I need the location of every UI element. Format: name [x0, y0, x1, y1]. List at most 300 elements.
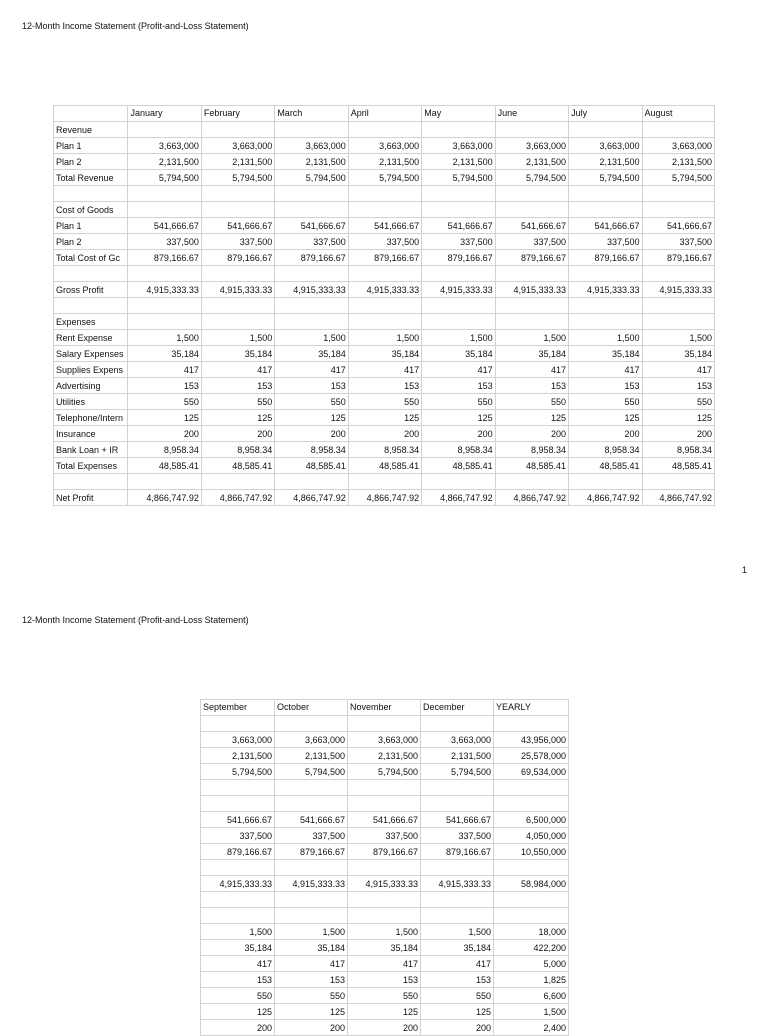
value-cell	[348, 298, 421, 314]
value-cell: 879,166.67	[348, 250, 421, 266]
value-cell: 153	[421, 972, 494, 988]
value-cell: 4,866,747.92	[569, 490, 642, 506]
value-cell: 417	[569, 362, 642, 378]
value-cell: 2,131,500	[642, 154, 715, 170]
value-cell: 4,866,747.92	[422, 490, 495, 506]
value-cell: 5,794,500	[275, 764, 348, 780]
value-cell: 48,585.41	[642, 458, 715, 474]
yearly-value-cell	[494, 892, 569, 908]
table-row	[201, 812, 569, 828]
value-cell: 200	[421, 1020, 494, 1036]
value-cell: 153	[422, 378, 495, 394]
table-row	[201, 796, 569, 812]
value-cell	[348, 266, 421, 282]
table-row	[201, 876, 569, 892]
value-cell	[495, 186, 568, 202]
value-cell: 879,166.67	[201, 844, 275, 860]
value-cell: 417	[642, 362, 715, 378]
value-cell: 337,500	[348, 234, 421, 250]
value-cell: 550	[201, 988, 275, 1004]
value-cell: 4,866,747.92	[642, 490, 715, 506]
value-cell	[569, 122, 642, 138]
table-row	[54, 474, 715, 490]
value-cell	[128, 122, 201, 138]
value-cell: 1,500	[201, 330, 274, 346]
value-cell: 1,500	[348, 330, 421, 346]
value-cell	[275, 314, 348, 330]
value-cell: 550	[569, 394, 642, 410]
value-cell: 879,166.67	[201, 250, 274, 266]
value-cell: 200	[422, 426, 495, 442]
value-cell: 35,184	[201, 346, 274, 362]
value-cell: 48,585.41	[422, 458, 495, 474]
value-cell: 417	[495, 362, 568, 378]
yearly-value-cell: 4,050,000	[494, 828, 569, 844]
value-cell	[569, 266, 642, 282]
value-cell	[495, 474, 568, 490]
value-cell: 2,131,500	[495, 154, 568, 170]
table-row	[54, 442, 715, 458]
month-header: September	[201, 700, 275, 716]
table-row	[54, 202, 715, 218]
value-cell: 1,500	[275, 330, 348, 346]
yearly-value-cell	[494, 780, 569, 796]
value-cell: 35,184	[275, 346, 348, 362]
value-cell	[201, 122, 274, 138]
page-number: 1	[742, 565, 748, 575]
value-cell: 200	[348, 426, 421, 442]
value-cell	[421, 780, 494, 796]
table-row	[54, 250, 715, 266]
value-cell: 48,585.41	[275, 458, 348, 474]
value-cell: 3,663,000	[348, 138, 421, 154]
value-cell: 1,500	[642, 330, 715, 346]
value-cell: 417	[201, 956, 275, 972]
value-cell: 550	[201, 394, 274, 410]
value-cell: 2,131,500	[201, 154, 274, 170]
value-cell: 541,666.67	[642, 218, 715, 234]
value-cell: 3,663,000	[128, 138, 201, 154]
value-cell: 125	[128, 410, 201, 426]
value-cell	[275, 796, 348, 812]
value-cell: 417	[421, 956, 494, 972]
yearly-value-cell: 25,578,000	[494, 748, 569, 764]
table-row	[54, 314, 715, 330]
value-cell: 125	[275, 410, 348, 426]
value-cell: 337,500	[128, 234, 201, 250]
value-cell: 879,166.67	[642, 250, 715, 266]
value-cell: 153	[201, 972, 275, 988]
month-header: November	[348, 700, 421, 716]
value-cell	[642, 122, 715, 138]
value-cell: 35,184	[495, 346, 568, 362]
yearly-value-cell: 58,984,000	[494, 876, 569, 892]
yearly-value-cell: 10,550,000	[494, 844, 569, 860]
yearly-value-cell: 18,000	[494, 924, 569, 940]
row-label: Revenue	[54, 122, 128, 138]
value-cell: 541,666.67	[201, 218, 274, 234]
yearly-value-cell: 6,600	[494, 988, 569, 1004]
value-cell: 337,500	[275, 828, 348, 844]
row-label: Insurance	[54, 426, 128, 442]
value-cell: 417	[422, 362, 495, 378]
value-cell: 541,666.67	[275, 812, 348, 828]
value-cell	[348, 892, 421, 908]
table-row	[54, 362, 715, 378]
page2-title: 12-Month Income Statement (Profit-and-Loss Statement)	[22, 615, 249, 625]
table-row	[54, 218, 715, 234]
value-cell: 153	[348, 378, 421, 394]
value-cell: 550	[348, 988, 421, 1004]
value-cell: 4,866,747.92	[128, 490, 201, 506]
value-cell	[422, 266, 495, 282]
value-cell: 35,184	[128, 346, 201, 362]
value-cell: 5,794,500	[495, 170, 568, 186]
value-cell: 200	[275, 426, 348, 442]
value-cell: 125	[201, 410, 274, 426]
row-label: Total Expenses	[54, 458, 128, 474]
value-cell: 125	[275, 1004, 348, 1020]
row-label: Total Revenue	[54, 170, 128, 186]
value-cell	[201, 892, 275, 908]
value-cell: 200	[201, 1020, 275, 1036]
value-cell	[422, 474, 495, 490]
yearly-value-cell: 1,825	[494, 972, 569, 988]
value-cell	[422, 314, 495, 330]
value-cell	[275, 298, 348, 314]
value-cell: 337,500	[569, 234, 642, 250]
value-cell	[128, 202, 201, 218]
value-cell: 2,131,500	[201, 748, 275, 764]
value-cell	[569, 202, 642, 218]
value-cell: 337,500	[348, 828, 421, 844]
value-cell: 1,500	[569, 330, 642, 346]
value-cell: 3,663,000	[422, 138, 495, 154]
value-cell: 125	[421, 1004, 494, 1020]
value-cell: 541,666.67	[421, 812, 494, 828]
value-cell	[495, 298, 568, 314]
month-header: August	[642, 106, 715, 122]
value-cell: 417	[275, 956, 348, 972]
value-cell: 5,794,500	[421, 764, 494, 780]
value-cell	[201, 186, 274, 202]
value-cell: 550	[128, 394, 201, 410]
value-cell: 541,666.67	[201, 812, 275, 828]
table-row	[201, 828, 569, 844]
row-label: Bank Loan + IR	[54, 442, 128, 458]
row-label: Gross Profit	[54, 282, 128, 298]
value-cell	[348, 186, 421, 202]
table-row	[54, 154, 715, 170]
value-cell	[495, 202, 568, 218]
value-cell: 541,666.67	[495, 218, 568, 234]
value-cell: 4,915,333.33	[569, 282, 642, 298]
value-cell	[348, 716, 421, 732]
value-cell: 200	[348, 1020, 421, 1036]
month-header: June	[495, 106, 568, 122]
value-cell	[275, 860, 348, 876]
row-label: Cost of Goods	[54, 202, 128, 218]
value-cell: 879,166.67	[275, 844, 348, 860]
value-cell: 48,585.41	[348, 458, 421, 474]
value-cell: 153	[128, 378, 201, 394]
value-cell: 5,794,500	[275, 170, 348, 186]
value-cell: 337,500	[275, 234, 348, 250]
value-cell: 417	[201, 362, 274, 378]
month-header: October	[275, 700, 348, 716]
value-cell: 879,166.67	[421, 844, 494, 860]
value-cell: 35,184	[421, 940, 494, 956]
table-row	[54, 170, 715, 186]
table-row	[54, 426, 715, 442]
value-cell	[201, 474, 274, 490]
value-cell: 125	[348, 1004, 421, 1020]
value-cell: 125	[642, 410, 715, 426]
value-cell: 4,915,333.33	[275, 876, 348, 892]
value-cell: 48,585.41	[201, 458, 274, 474]
table-row	[201, 940, 569, 956]
value-cell: 541,666.67	[569, 218, 642, 234]
yearly-value-cell	[494, 716, 569, 732]
value-cell: 2,131,500	[348, 154, 421, 170]
table-row	[201, 860, 569, 876]
value-cell: 4,866,747.92	[495, 490, 568, 506]
value-cell	[128, 298, 201, 314]
value-cell: 5,794,500	[422, 170, 495, 186]
value-cell	[275, 202, 348, 218]
value-cell	[422, 298, 495, 314]
table-row	[54, 266, 715, 282]
table-row	[201, 972, 569, 988]
value-cell	[421, 796, 494, 812]
month-header: December	[421, 700, 494, 716]
row-label: Plan 2	[54, 234, 128, 250]
table-row	[201, 780, 569, 796]
value-cell: 541,666.67	[275, 218, 348, 234]
value-cell: 35,184	[275, 940, 348, 956]
value-cell: 8,958.34	[569, 442, 642, 458]
value-cell: 2,131,500	[569, 154, 642, 170]
value-cell	[421, 716, 494, 732]
value-cell: 153	[201, 378, 274, 394]
value-cell: 8,958.34	[422, 442, 495, 458]
yearly-value-cell: 69,534,000	[494, 764, 569, 780]
value-cell: 3,663,000	[421, 732, 494, 748]
value-cell: 2,131,500	[275, 748, 348, 764]
value-cell	[642, 266, 715, 282]
value-cell: 3,663,000	[495, 138, 568, 154]
value-cell: 337,500	[642, 234, 715, 250]
value-cell: 153	[275, 972, 348, 988]
month-header: April	[348, 106, 421, 122]
value-cell: 1,500	[128, 330, 201, 346]
value-cell	[348, 202, 421, 218]
value-cell: 1,500	[422, 330, 495, 346]
table-row	[54, 378, 715, 394]
value-cell	[348, 314, 421, 330]
value-cell: 48,585.41	[495, 458, 568, 474]
yearly-value-cell	[494, 860, 569, 876]
value-cell: 550	[275, 394, 348, 410]
table-row	[201, 1020, 569, 1036]
value-cell: 125	[201, 1004, 275, 1020]
value-cell	[569, 474, 642, 490]
value-cell: 879,166.67	[569, 250, 642, 266]
value-cell: 541,666.67	[348, 812, 421, 828]
table-row	[54, 458, 715, 474]
table-row	[54, 490, 715, 506]
value-cell: 153	[275, 378, 348, 394]
value-cell	[569, 314, 642, 330]
value-cell: 4,915,333.33	[128, 282, 201, 298]
value-cell: 153	[569, 378, 642, 394]
value-cell: 4,915,333.33	[275, 282, 348, 298]
table-row	[201, 716, 569, 732]
row-label	[54, 298, 128, 314]
table-row	[201, 844, 569, 860]
value-cell: 35,184	[569, 346, 642, 362]
value-cell: 200	[128, 426, 201, 442]
row-label-header	[54, 106, 128, 122]
value-cell: 1,500	[495, 330, 568, 346]
value-cell: 550	[348, 394, 421, 410]
value-cell: 4,915,333.33	[348, 282, 421, 298]
table-row	[54, 138, 715, 154]
row-label: Plan 1	[54, 218, 128, 234]
value-cell	[642, 298, 715, 314]
value-cell	[275, 186, 348, 202]
yearly-header: YEARLY	[494, 700, 569, 716]
value-cell: 1,500	[348, 924, 421, 940]
yearly-value-cell: 43,956,000	[494, 732, 569, 748]
value-cell: 5,794,500	[569, 170, 642, 186]
value-cell: 4,915,333.33	[421, 876, 494, 892]
value-cell: 2,131,500	[275, 154, 348, 170]
value-cell: 200	[569, 426, 642, 442]
value-cell: 879,166.67	[128, 250, 201, 266]
yearly-value-cell: 422,200	[494, 940, 569, 956]
value-cell: 879,166.67	[495, 250, 568, 266]
month-header: July	[569, 106, 642, 122]
value-cell: 2,131,500	[422, 154, 495, 170]
value-cell: 1,500	[275, 924, 348, 940]
value-cell: 550	[422, 394, 495, 410]
value-cell: 879,166.67	[348, 844, 421, 860]
table-row	[54, 186, 715, 202]
table-row	[201, 908, 569, 924]
table-row	[201, 988, 569, 1004]
month-header: March	[275, 106, 348, 122]
value-cell	[422, 186, 495, 202]
value-cell: 541,666.67	[348, 218, 421, 234]
value-cell	[642, 474, 715, 490]
yearly-value-cell: 6,500,000	[494, 812, 569, 828]
row-label: Supplies Expens	[54, 362, 128, 378]
value-cell	[495, 122, 568, 138]
value-cell: 5,794,500	[128, 170, 201, 186]
value-cell: 3,663,000	[569, 138, 642, 154]
value-cell: 879,166.67	[275, 250, 348, 266]
month-header-row	[201, 700, 569, 716]
value-cell	[348, 474, 421, 490]
value-cell: 200	[495, 426, 568, 442]
income-statement-table-jan-aug	[53, 105, 715, 506]
row-label: Salary Expenses	[54, 346, 128, 362]
value-cell	[348, 908, 421, 924]
value-cell: 125	[569, 410, 642, 426]
value-cell	[128, 186, 201, 202]
value-cell	[128, 266, 201, 282]
value-cell: 550	[495, 394, 568, 410]
table-row	[54, 122, 715, 138]
value-cell: 8,958.34	[642, 442, 715, 458]
yearly-value-cell: 1,500	[494, 1004, 569, 1020]
value-cell: 3,663,000	[642, 138, 715, 154]
value-cell: 125	[422, 410, 495, 426]
value-cell: 541,666.67	[422, 218, 495, 234]
value-cell	[201, 266, 274, 282]
value-cell: 5,794,500	[348, 170, 421, 186]
row-label: Utilities	[54, 394, 128, 410]
value-cell: 337,500	[422, 234, 495, 250]
value-cell	[201, 780, 275, 796]
value-cell	[275, 892, 348, 908]
table-row	[201, 924, 569, 940]
value-cell: 541,666.67	[128, 218, 201, 234]
value-cell: 153	[642, 378, 715, 394]
value-cell: 2,131,500	[348, 748, 421, 764]
value-cell: 4,866,747.92	[348, 490, 421, 506]
value-cell	[201, 908, 275, 924]
value-cell: 200	[642, 426, 715, 442]
value-cell: 550	[421, 988, 494, 1004]
value-cell: 417	[348, 956, 421, 972]
table-row	[54, 330, 715, 346]
value-cell	[275, 716, 348, 732]
value-cell: 1,500	[421, 924, 494, 940]
value-cell: 3,663,000	[275, 732, 348, 748]
table-row	[54, 346, 715, 362]
value-cell	[569, 186, 642, 202]
row-label: Advertising	[54, 378, 128, 394]
value-cell	[421, 860, 494, 876]
value-cell: 8,958.34	[348, 442, 421, 458]
value-cell: 337,500	[495, 234, 568, 250]
value-cell	[422, 202, 495, 218]
value-cell: 337,500	[201, 234, 274, 250]
value-cell: 4,915,333.33	[495, 282, 568, 298]
value-cell: 4,866,747.92	[275, 490, 348, 506]
month-header: January	[128, 106, 201, 122]
row-label: Plan 2	[54, 154, 128, 170]
value-cell	[275, 122, 348, 138]
value-cell: 5,794,500	[348, 764, 421, 780]
value-cell: 3,663,000	[275, 138, 348, 154]
value-cell	[495, 314, 568, 330]
value-cell	[642, 314, 715, 330]
value-cell	[495, 266, 568, 282]
value-cell: 35,184	[348, 346, 421, 362]
value-cell: 5,794,500	[642, 170, 715, 186]
table-row	[54, 394, 715, 410]
value-cell	[275, 474, 348, 490]
value-cell: 125	[495, 410, 568, 426]
value-cell: 200	[275, 1020, 348, 1036]
value-cell	[569, 298, 642, 314]
value-cell: 8,958.34	[275, 442, 348, 458]
table-row	[201, 956, 569, 972]
value-cell: 337,500	[201, 828, 275, 844]
